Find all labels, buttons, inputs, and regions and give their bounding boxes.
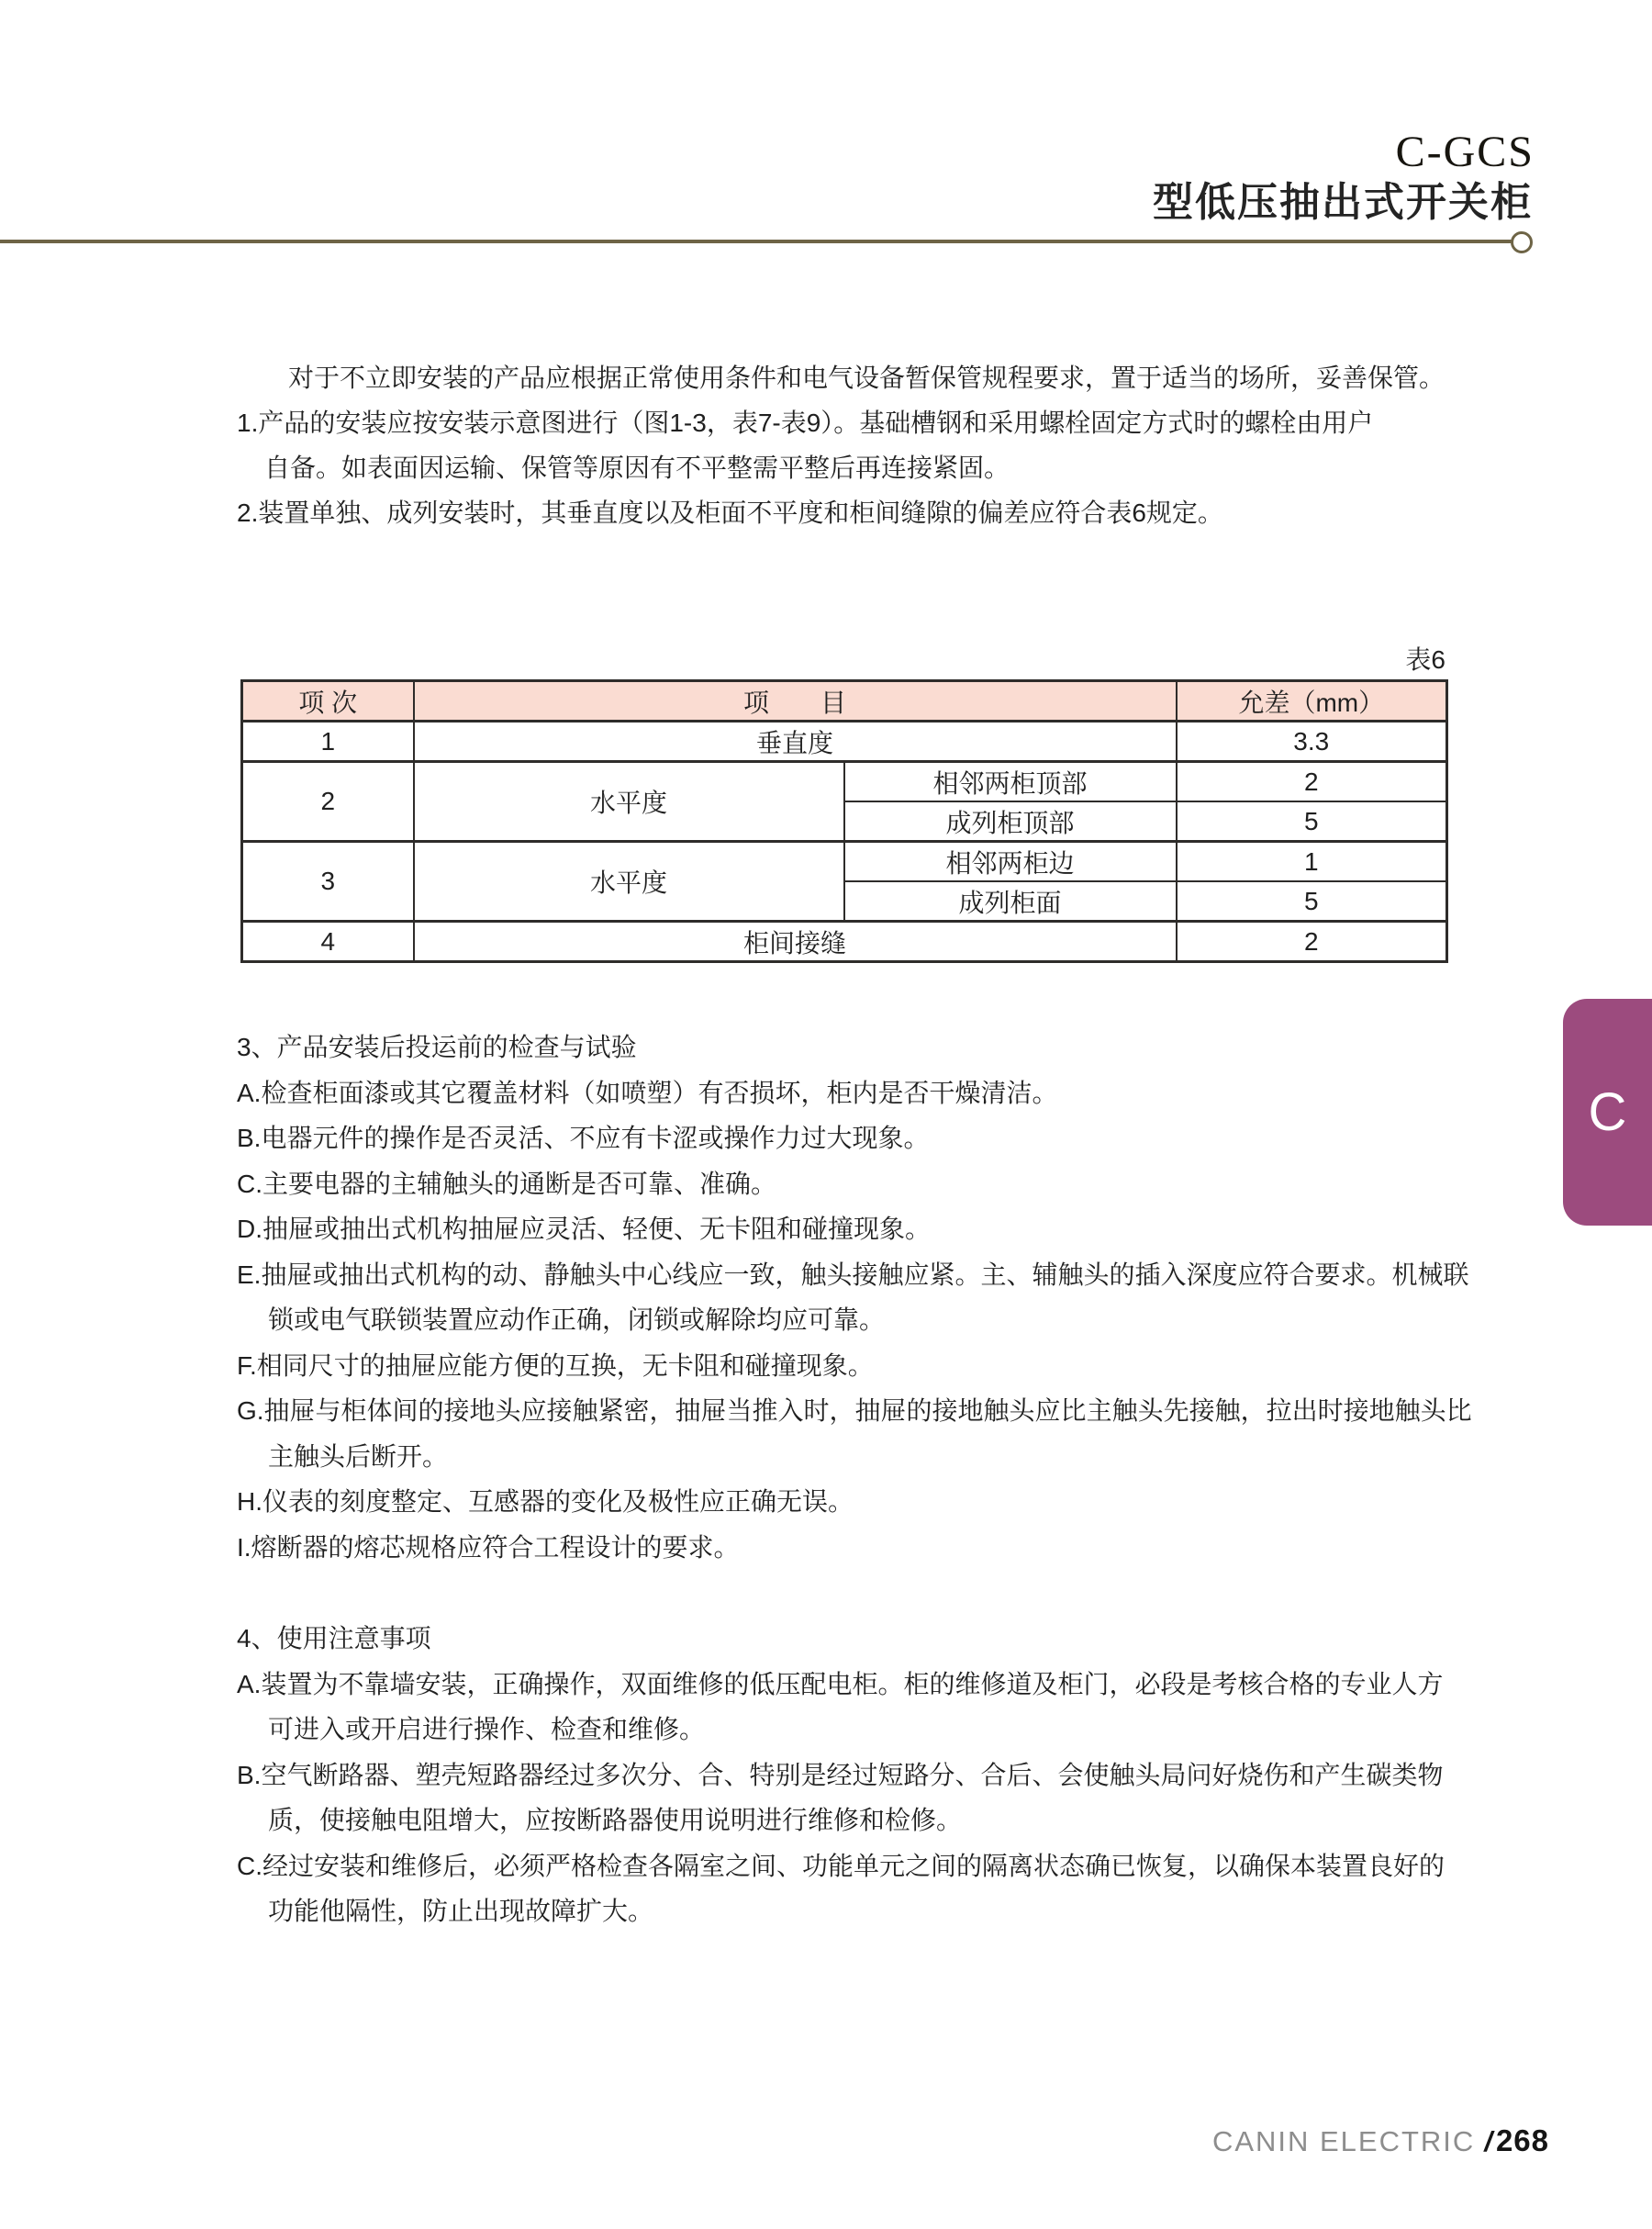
section4-item-a-continued: 可进入或开启进行操作、检查和维修。 [268,1715,706,1743]
cell-item: 柜间接缝 [414,922,1177,962]
table-row [242,762,1447,802]
section4-item-b: B.空气断路器、塑壳短路器经过多次分、合、特别是经过短路分、合后、会使触头局问好烧伤和产生碳类物 [237,1760,1444,1789]
intro-paragraph: 对于不立即安装的产品应根据正常使用条件和电气设备暂保管规程要求，置于适当的场所，妥善保管。 [288,364,1446,392]
section3-item-b: B.电器元件的操作是否灵活、不应有卡涩或操作力过大现象。 [237,1124,930,1152]
section3-block [237,1025,1472,1570]
section4-item-b-continued: 质，使接触电阻增大，应按断路器使用说明进行维修和检修。 [268,1806,963,1834]
section3-title: 3、产品安装后投运前的检查与试验 [237,1033,637,1061]
footer-page-number: 268 [1495,2123,1549,2157]
header-cell-tolerance: 允差（mm） [1177,681,1447,722]
cell-no: 4 [242,922,414,962]
cell-no: 1 [242,722,414,762]
section3-item-g: G.抽屉与柜体间的接地头应接触紧密，抽屉当推入时，抽屉的接地触头应比主触头先接触，拉出时接地触头比 [237,1396,1472,1425]
section3-item-e-continued: 锁或电气联锁装置应动作正确，闭锁或解除均应可靠。 [268,1305,886,1334]
section4-title: 4、使用注意事项 [237,1624,431,1652]
section4-item-c: C.经过安装和维修后，必须严格检查各隔室之间、功能单元之间的隔离状态确已恢复，以确保本装置良好的 [237,1851,1446,1880]
section4-block [237,1616,1467,1934]
footer-separator: / [1484,2125,1492,2157]
chapter-side-tab-label: C [1588,1081,1627,1142]
page-title-model: C-GCS [1395,128,1535,176]
intro-item-1-continued: 自备。如表面因运输、保管等原因有不平整需平整后再连接紧固。 [264,454,1010,482]
table-row [242,842,1447,882]
table6-caption: 表6 [1405,645,1446,674]
intro-item-2: 2.装置单独、成列安装时，其垂直度以及柜面不平度和柜间缝隙的偏差应符合表6规定。 [237,498,1223,527]
intro-item-1: 1.产品的安装应按安装示意图进行（图1-3，表7-表9）。基础槽钢和采用螺栓固定方式时的螺栓由用户 [237,409,1374,437]
cell-subitem: 成列柜面 [844,881,1177,922]
cell-item: 水平度 [414,842,844,922]
chapter-side-tab [1563,999,1652,1226]
cell-subitem: 相邻两柜顶部 [844,762,1177,802]
table-row [242,922,1447,962]
section3-item-f: F.相同尺寸的抽屉应能方便的互换，无卡阻和碰撞现象。 [237,1350,874,1380]
section3-item-i: I.熔断器的熔芯规格应符合工程设计的要求。 [237,1532,740,1562]
footer-brand: CANIN ELECTRIC [1211,2125,1476,2157]
section3-item-d: D.抽屉或抽出式机构抽屉应灵活、轻便、无卡阻和碰撞现象。 [237,1215,932,1243]
cell-tolerance: 2 [1177,922,1447,962]
table6-tolerance-table [240,679,1448,963]
cell-tolerance: 5 [1177,801,1447,842]
cell-no: 3 [242,842,414,922]
section3-item-a: A.检查柜面漆或其它覆盖材料（如喷塑）有否损坏，柜内是否干燥清洁。 [237,1078,1058,1107]
header-rule-endcap-circle [1511,231,1533,253]
section4-item-a: A.装置为不靠墙安装，正确操作，双面维修的低压配电柜。柜的维修道及柜门，必段是考核合格的专业人方 [237,1669,1444,1698]
intro-block [237,355,1467,535]
cell-subitem: 相邻两柜边 [844,842,1177,882]
section3-item-e: E.抽屉或抽出式机构的动、静触头中心线应一致，触头接触应紧。主、辅触头的插入深度应符合要求。机械联 [237,1260,1469,1289]
page-title: 型低压抽出式开关柜 [1153,180,1533,225]
table-header-row [242,681,1447,722]
cell-subitem: 成列柜顶部 [844,801,1177,842]
cell-tolerance: 5 [1177,881,1447,922]
cell-no: 2 [242,762,414,842]
cell-item: 垂直度 [414,722,1177,762]
section4-item-c-continued: 功能他隔性，防止出现故障扩大。 [268,1897,654,1925]
page-footer [1212,2124,1549,2158]
header-cell-item-no: 项 次 [242,681,414,722]
header-cell-item: 项 目 [414,681,1177,722]
table-row [242,722,1447,762]
section3-item-h: H.仪表的刻度整定、互感器的变化及极性应正确无误。 [237,1487,854,1516]
section3-item-c: C.主要电器的主辅触头的通断是否可靠、准确。 [237,1169,777,1198]
section3-item-g-continued: 主触头后断开。 [268,1441,449,1471]
header-rule [0,240,1512,243]
cell-item: 水平度 [414,762,844,842]
cell-tolerance: 3.3 [1177,722,1447,762]
cell-tolerance: 2 [1177,762,1447,802]
cell-tolerance: 1 [1177,842,1447,882]
